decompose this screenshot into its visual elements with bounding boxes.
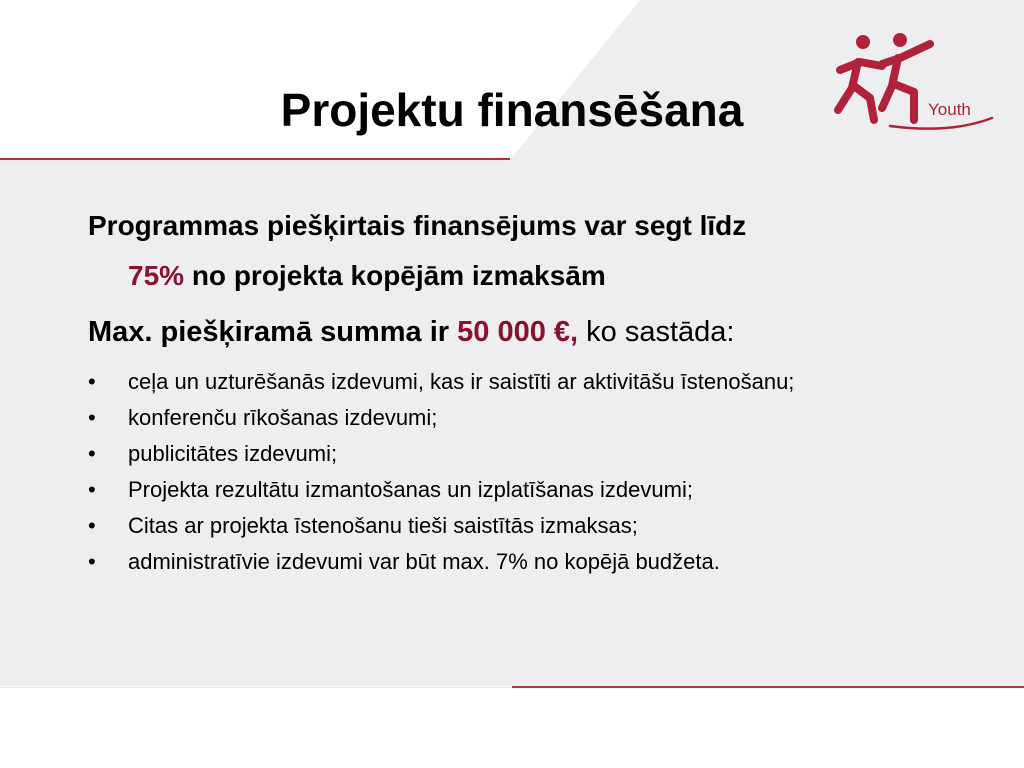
- list-item: [88, 406, 968, 430]
- list-item-text: konferenču rīkošanas izdevumi;: [128, 405, 438, 430]
- list-item-text: ceļa un uzturēšanās izdevumi, kas ir saistīti ar aktivitāšu īstenošanu;: [128, 369, 795, 394]
- list-item: [88, 478, 968, 502]
- background-footer-area: [0, 688, 1024, 768]
- title-divider-line: [0, 158, 510, 160]
- bullet-icon: •: [88, 513, 96, 538]
- bullet-icon: •: [88, 477, 96, 502]
- list-item-text: publicitātes izdevumi;: [128, 441, 338, 466]
- list-item-text: administratīvie izdevumi var būt max. 7% no kopējā budžeta.: [128, 549, 720, 574]
- list-item: [88, 442, 968, 466]
- funding-paragraph-line1: Programmas piešķirtais finansējums var segt līdz: [88, 210, 747, 241]
- slide-title: Projektu finansēšana: [280, 84, 744, 136]
- max-amount-paragraph: [88, 312, 968, 352]
- bullet-icon: •: [88, 369, 96, 394]
- list-item-text: Citas ar projekta īstenošanu tieši saistītās izmaksas;: [128, 513, 638, 538]
- bullet-icon: •: [88, 405, 96, 430]
- footer-divider-line: [512, 686, 1024, 688]
- bullet-icon: •: [88, 441, 96, 466]
- list-item: [88, 370, 968, 394]
- footer-divider-line-light: [0, 687, 512, 688]
- funding-paragraph: [88, 198, 948, 304]
- funding-percent: 75%: [128, 260, 185, 291]
- funding-paragraph-line2: [88, 248, 948, 304]
- bullet-icon: •: [88, 549, 96, 574]
- funding-paragraph-line2-rest: no projekta kopējām izmaksām: [184, 260, 606, 291]
- list-item: [88, 514, 968, 538]
- logo-text: Youth: [928, 100, 971, 119]
- cost-list: [88, 370, 968, 586]
- list-item: [88, 550, 968, 574]
- list-item-text: Projekta rezultātu izmantošanas un izplatīšanas izdevumi;: [128, 477, 693, 502]
- max-amount-value: 50 000 €,: [457, 316, 579, 348]
- max-amount-suffix: ko sastāda:: [578, 316, 735, 348]
- max-amount-prefix: Max. piešķiramā summa ir: [88, 316, 458, 348]
